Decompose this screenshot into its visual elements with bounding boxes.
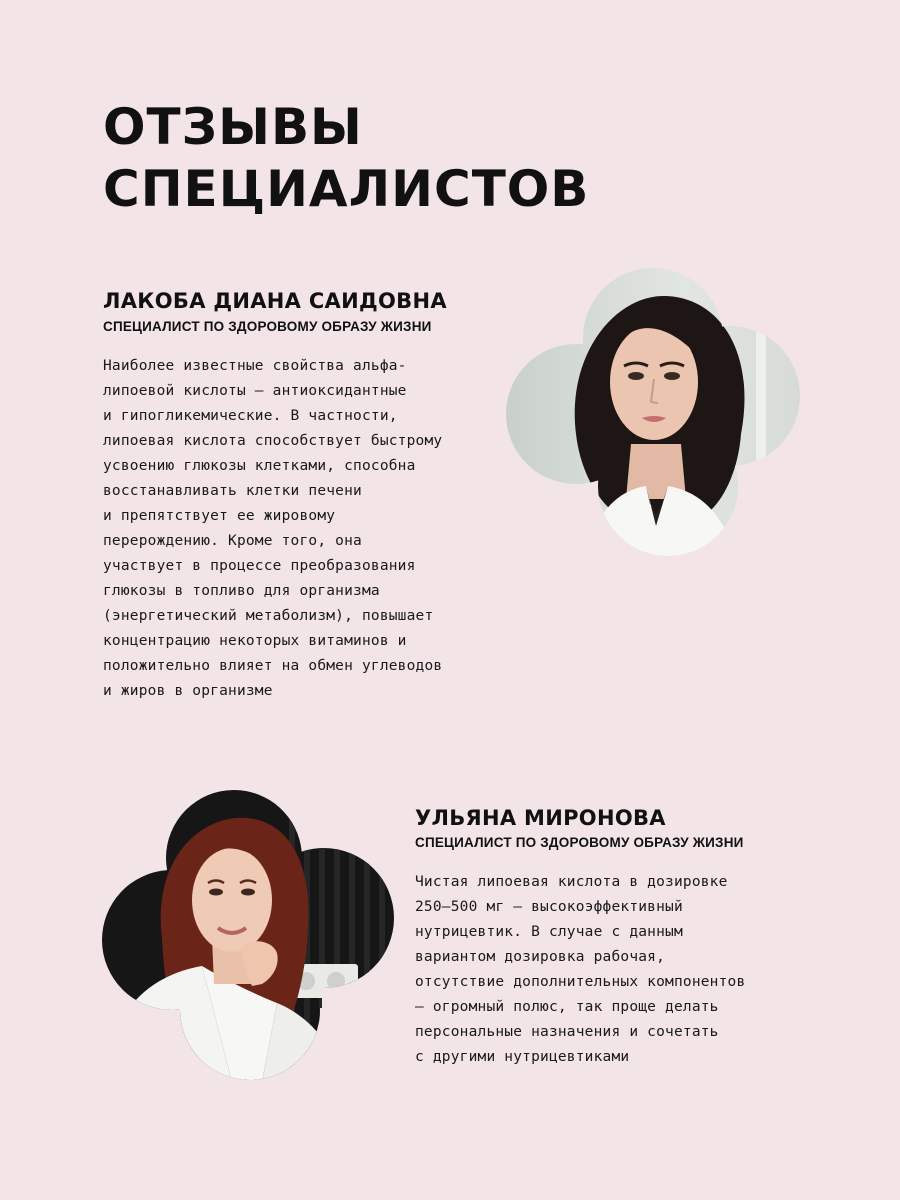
expert-quote: Чистая липоевая кислота в дозировке 250–500 мг — высокоэффективный нутрицевтик. В случае с данным вариантом дозировка рабочая, отсутствие дополнительных компонентов — огромный полюс, так проще делать персональные назначения и сочетать с другими нутрицевтиками [415, 874, 746, 1065]
page-title-line-2: СПЕЦИАЛИСТОВ [103, 160, 590, 218]
expert-quote: Наиболее известные свойства альфа- липоевой кислоты — антиоксидантные и гипогликемические. В частности, липоевая кислота способствует быстрому усвоению глюкозы клетками, способна восстанавливать клетки печени и препятствует ее жировому перерождению. Кроме того, она участвует в процессе преобразования глюкозы в топливо для организма (энергетический метаболизм), повышает концентрацию некоторых витаминов и положительно влияет на обмен углеводов и жиров в организме [103, 358, 443, 699]
page-title [103, 96, 589, 220]
expert-photo-ulyana [102, 788, 396, 1082]
expert-role: СПЕЦИАЛИСТ ПО ЗДОРОВОМУ ОБРАЗУ ЖИЗНИ [103, 319, 432, 334]
page-title-line-1: ОТЗЫВЫ [103, 98, 363, 156]
expert-name: УЛЬЯНА МИРОНОВА [415, 806, 666, 830]
expert-photo-diana [506, 264, 800, 558]
expert-name: ЛАКОБА ДИАНА САИДОВНА [103, 289, 447, 313]
expert-role: СПЕЦИАЛИСТ ПО ЗДОРОВОМУ ОБРАЗУ ЖИЗНИ [415, 835, 744, 850]
